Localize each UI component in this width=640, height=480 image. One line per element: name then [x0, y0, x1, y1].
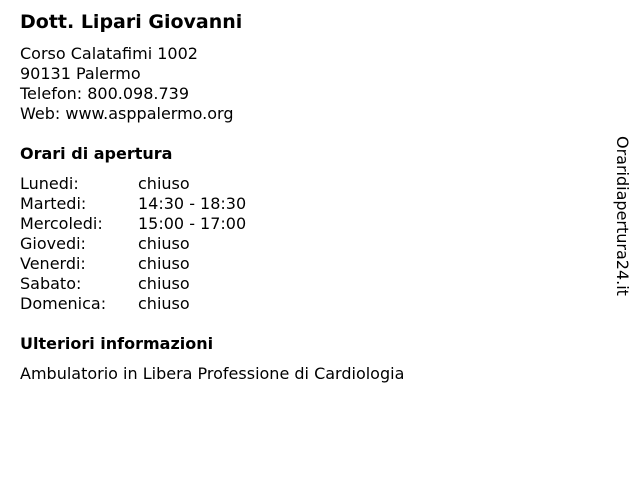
listing-card: [20, 8, 600, 384]
hours-time: 15:00 - 17:00: [138, 214, 247, 233]
hours-day: Giovedi:: [20, 234, 86, 253]
page-title: Dott. Lipari Giovanni: [20, 11, 243, 33]
hours-time: chiuso: [138, 174, 190, 193]
hours-time: 14:30 - 18:30: [138, 194, 247, 213]
hours-time: chiuso: [138, 274, 190, 293]
hours-row-friday: [20, 254, 600, 274]
site-brand-label: Oraridiapertura24.it: [613, 136, 632, 296]
info-heading: Ulteriori informazioni: [20, 334, 214, 353]
hours-row-thursday: [20, 234, 600, 254]
opening-hours-table: [20, 174, 600, 314]
hours-row-wednesday: [20, 214, 600, 234]
hours-row-sunday: [20, 294, 600, 314]
info-description: Ambulatorio in Libera Professione di Cardiologia: [20, 364, 405, 383]
hours-heading: Orari di apertura: [20, 144, 173, 163]
hours-row-tuesday: [20, 194, 600, 214]
hours-day: Lunedi:: [20, 174, 79, 193]
website-link[interactable]: Web: www.asppalermo.org: [20, 104, 234, 123]
hours-row-saturday: [20, 274, 600, 294]
hours-day: Domenica:: [20, 294, 107, 313]
hours-day: Martedi:: [20, 194, 87, 213]
phone-number: Telefon: 800.098.739: [20, 84, 190, 103]
hours-time: chiuso: [138, 254, 190, 273]
hours-time: chiuso: [138, 294, 190, 313]
hours-time: chiuso: [138, 234, 190, 253]
city-address: 90131 Palermo: [20, 64, 141, 83]
address-block: [20, 44, 600, 124]
hours-day: Venerdi:: [20, 254, 86, 273]
hours-row-monday: [20, 174, 600, 194]
street-address: Corso Calatafimi 1002: [20, 44, 198, 63]
hours-day: Mercoledi:: [20, 214, 103, 233]
hours-day: Sabato:: [20, 274, 82, 293]
